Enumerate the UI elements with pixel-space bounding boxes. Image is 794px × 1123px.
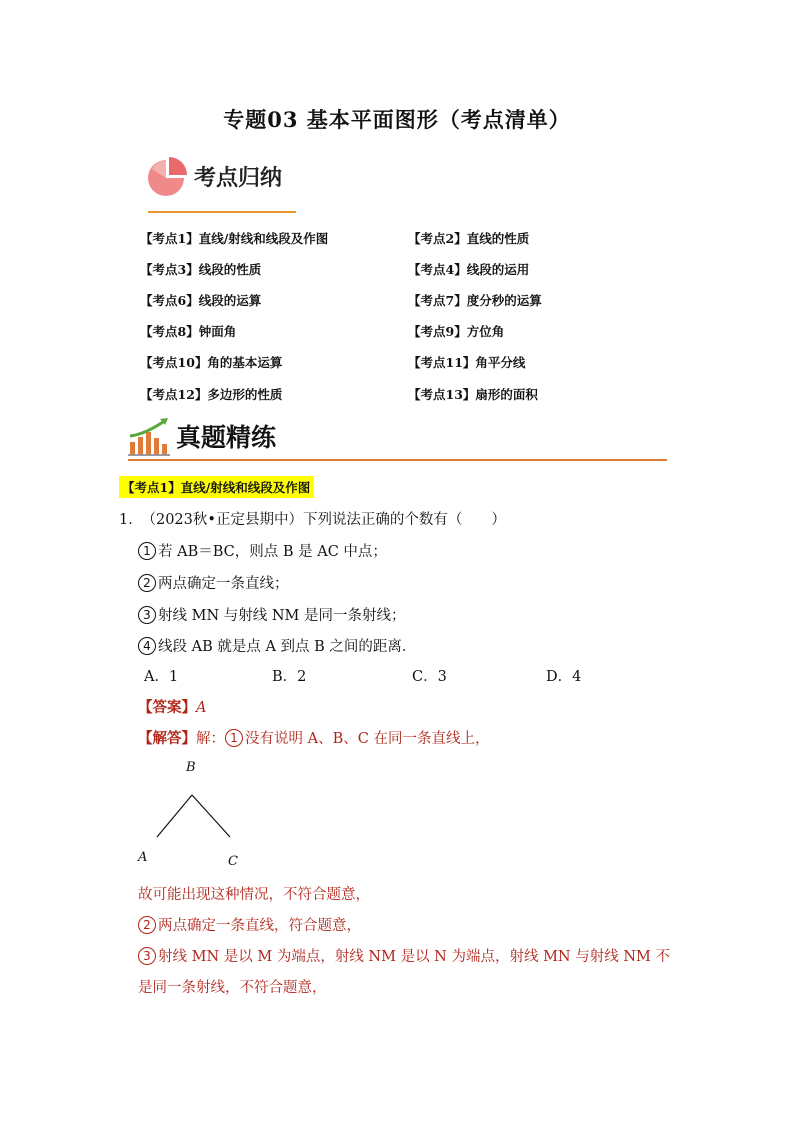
angle-figure [132,755,252,870]
segment-bc [192,795,230,837]
circled-number: 3 [138,947,156,965]
statement-2 [138,572,289,593]
statement-text: 线段 AB 就是点 A 到点 B 之间的距离． [158,639,417,655]
growth-chart-icon [128,414,174,458]
solution-prefix: 解： [196,731,225,747]
kaodian-item: 【考点9】方位角 [408,324,505,339]
kaodian-item: 【考点12】多边形的性质 [140,387,283,402]
statement-text: 射线 MN 与射线 NM 是同一条射线； [158,608,406,624]
solution-line-3 [138,914,361,935]
circled-number: 1 [225,729,243,747]
question-text: （2023秋•正定县期中）下列说法正确的个数有（ ） [148,512,506,528]
circled-number: 2 [138,916,156,934]
circled-number: 2 [138,574,156,592]
statement-3 [138,604,406,625]
solution-text: 两点确定一条直线，符合题意， [158,918,361,934]
answer-value: A [196,700,207,716]
solution-text: 射线 MN 是以 M 为端点，射线 NM 是以 N 为端点，射线 MN 与射线 NM 不 [158,949,670,965]
page-title: 专题03 基本平面图形（考点清单） [223,107,571,132]
solution-line-2: 故可能出现这种情况，不符合题意， [138,887,370,903]
kaodian-item: 【考点8】钟面角 [140,324,237,339]
option-a: A．1 [144,669,179,685]
option-c: C．3 [412,669,447,685]
point-label-c: C [228,854,238,869]
statement-1 [138,540,387,561]
section-kaodian-guina [146,152,306,200]
kaodian-item: 【考点3】线段的性质 [140,262,262,277]
section-divider [148,211,296,213]
section-divider [128,459,667,461]
solution-line-4 [138,945,670,966]
circled-number: 1 [138,542,156,560]
segment-ab [157,795,192,837]
section-zhenti-jinglian [128,412,668,460]
topic-tag: 【考点1】直线/射线和线段及作图 [119,476,314,498]
section-label: 真题精练 [176,423,277,452]
option-b: B．2 [272,669,307,685]
solution-line-1 [138,727,489,748]
kaodian-item: 【考点7】度分秒的运算 [408,293,542,308]
point-label-b: B [186,760,196,775]
answer-line [138,696,206,717]
statement-4 [138,635,416,656]
solution-text: 没有说明 A、B、C 在同一条直线上， [245,731,490,747]
kaodian-item: 【考点6】线段的运算 [140,293,262,308]
pie-chart-icon [146,154,190,198]
kaodian-item: 【考点4】线段的运用 [408,262,530,277]
circled-number: 3 [138,606,156,624]
answer-label: 【答案】 [138,699,196,716]
point-label-a: A [138,850,148,865]
kaodian-item: 【考点1】直线/射线和线段及作图 [140,231,329,246]
option-d: D．4 [546,669,582,685]
circled-number: 4 [138,637,156,655]
question-number: 1． [119,512,143,528]
solution-line-5: 是同一条射线，不符合题意， [138,980,327,996]
kaodian-item: 【考点10】角的基本运算 [140,355,283,370]
statement-text: 若 AB＝BC，则点 B 是 AC 中点； [158,544,387,560]
section-label: 考点归纳 [194,165,283,191]
kaodian-item: 【考点11】角平分线 [408,355,526,370]
statement-text: 两点确定一条直线； [158,576,289,592]
solution-label: 【解答】 [138,730,196,747]
question-stem [119,508,506,529]
kaodian-item: 【考点2】直线的性质 [408,231,530,246]
kaodian-item: 【考点13】扇形的面积 [408,387,538,402]
